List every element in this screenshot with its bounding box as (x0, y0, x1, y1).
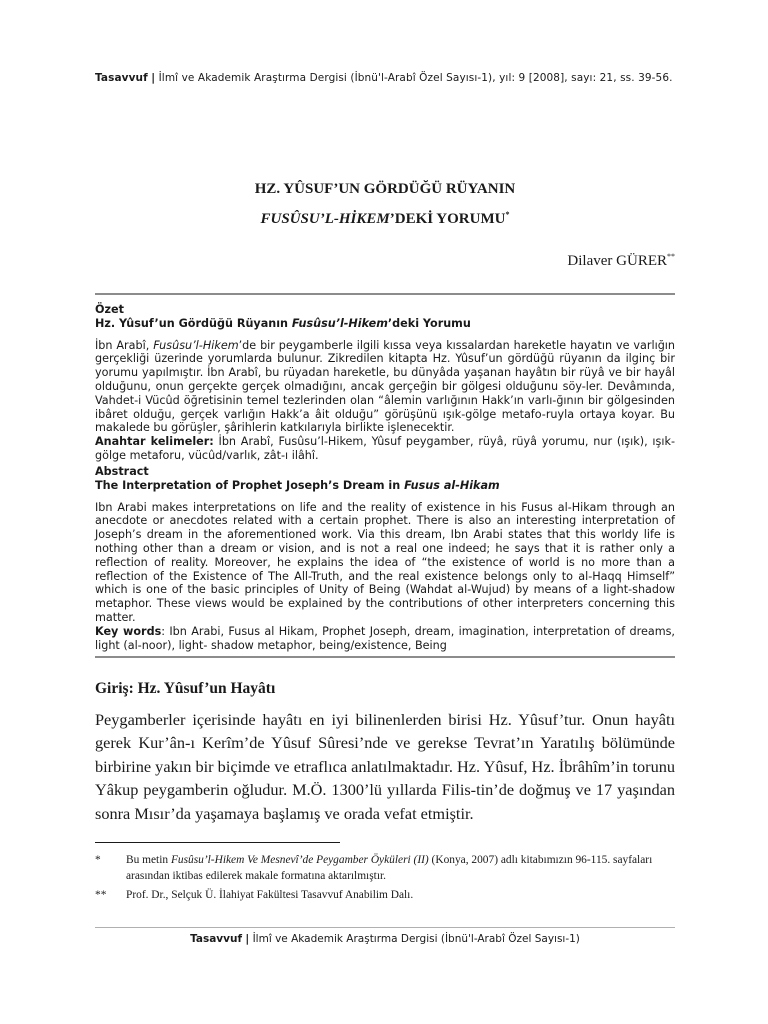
ozet-text-italic: Fusûsu’l-Hikem (153, 338, 239, 352)
running-head (95, 72, 675, 84)
ozet-text-post: ’de bir peygamberle ilgili kıssa veya kıssalardan hareketle hayatın ve varlığın gerçekliği üzerinde yorumlarda bulunur. Zikredilen kitapta Hz. Yûsuf’un gördüğü rüyanın da ilginç bir yorumu yapılmıştır. İbn Arabî, bu rüyadan hareketle, bu dünyâda yaşanan hayâtın bir rüyâ ve bir hayâl olduğunu, onun gerçekte gerçek olmadığını, ancak gerçeğin bir gölgesi olduğunu söy-ler. Devâmında, Vahdet-i Vücûd öğretisinin temel tezlerinden olan “âlemin varlığının Hakk’ın varlı-ğının bir gölgesinden ibâret olduğu, gerçek varlığın Hakk’a âit olduğu” görüşünü ışık-gölge metafo-ruyla ortaya koyar. Bu makalede bu görüşler, şârihlerin katkılarıyla birlikte işlenecektir. (95, 338, 676, 435)
footnote-1 (95, 852, 675, 884)
body-paragraph: Peygamberler içerisinde hayâtı en iyi bilinenlerden birisi Hz. Yûsuf’tur. Onun hayâtı gerek Kur’ân-ı Kerîm’de Yûsuf Sûresi’nde ve gerekse Tevrat’ın Yaratılış bölümünde birbirine yakın bir biçimde ve etraflıca anlatılmaktadır. Hz. Yûsuf, Hz. İbrâhîm’in torunu Yâkup peygamberin oğludur. M.Ö. 1300’lü yıllarda Filis-tin’de doğmuş ve 17 yaşından sonra Mısır’da yaşamaya başlamış ve orada vefat etmiştir. (95, 710, 675, 823)
footnote-1-mark: * (95, 854, 101, 866)
ozet-keywords-label: Anahtar kelimeler: (95, 435, 214, 449)
footer-journal-name: Tasavvuf (190, 933, 243, 945)
ozet-subtitle (95, 317, 675, 331)
ozet-keywords-text: İbn Arabî, Fusûsu’l-Hikem, Yûsuf peygamber, rüyâ, rüyâ yorumu, nur (ışık), ışık-gölge metaforu, vücûd/varlık, zât-ı ilâhî. (95, 435, 675, 462)
footnote-1-pre: Bu metin (126, 854, 171, 866)
abstract-text: Ibn Arabi makes interpretations on life and the reality of existence in his Fusus al-Hikam through an anecdote or anecdotes related with a certain prophet. There is also an interesting interpretation of Joseph’s dream in the aforementioned work. Via this dream, Ibn Arabi states that this worldy life is nothing other than a dream or vision, and is not a real one indeed; he says that it is rather only a reflection of reality. Moreover, he explains the idea of “the existence of world is no more than a reflection of the Existence of The All-Truth, and the real existence belongs only to al-Haqq Himself” which is one of the basic principles of Unity of Being (Wahdat al-Wujud) by means of a light-shadow metaphor. These views would be explained by the contributions of other interpreters concerning this matter. (95, 500, 675, 624)
footnote-rule (95, 842, 340, 843)
footer-rule (95, 927, 675, 928)
abstract-top-rule (95, 293, 675, 295)
abstract-heading: Abstract (95, 465, 149, 478)
ozet-text (95, 339, 675, 436)
citation: İlmî ve Akademik Araştırma Dergisi (İbnü'l-Arabî Özel Sayısı-1), yıl: 9 [2008], sayı: 21, ss. 39-56. (158, 72, 673, 84)
separator: | (151, 72, 156, 84)
footnote-2-text: Prof. Dr., Selçuk Ü. İlahiyat Fakültesi Tasavvuf Anabilim Dalı. (126, 889, 414, 901)
author-footnote-mark: ** (667, 252, 675, 261)
author (567, 252, 675, 270)
abstract-keywords-text: : Ibn Arabi, Fusus al Hikam, Prophet Joseph, dream, imagination, interpretation of dreams, light (al-noor), light- shadow metaphor, being/existence, Being (95, 624, 675, 652)
abstract-bottom-rule (95, 656, 675, 658)
footer-text: İlmî ve Akademik Araştırma Dergisi (İbnü'l-Arabî Özel Sayısı-1) (252, 933, 580, 945)
abstract-keywords-label: Key words (95, 624, 162, 638)
footnote-2 (95, 887, 675, 903)
abstract-subtitle-pre: The Interpretation of Prophet Joseph’s Dream in (95, 478, 405, 492)
abstract-subtitle-italic: Fusus al-Hikam (404, 478, 500, 492)
title-italic: FUSÛSU’L-HİKEM (260, 211, 390, 227)
ozet-subtitle-pre: Hz. Yûsuf’un Gördüğü Rüyanın (95, 316, 292, 330)
section-heading: Giriş: Hz. Yûsuf’un Hayâtı (95, 680, 276, 697)
footnote-1-text (126, 852, 675, 884)
journal-name: Tasavvuf (95, 72, 148, 84)
ozet-subtitle-post: ’deki Yorumu (387, 316, 471, 330)
title-footnote-mark: * (505, 210, 510, 219)
abstract-subtitle (95, 479, 675, 493)
footnote-2-mark: ** (95, 889, 107, 901)
abstract-block (95, 465, 675, 652)
ozet-block (95, 303, 675, 463)
ozet-subtitle-italic: Fusûsu’l-Hikem (291, 316, 388, 330)
ozet-text-pre: İbn Arabî, (95, 338, 154, 352)
footnote-1-post: (Konya, 2007) adlı kitabımızın 96-115. sayfaları arasından iktibas edilerek makale formatına aktarılmıştır. (126, 854, 653, 882)
ozet-heading: Özet (95, 303, 124, 316)
running-foot (95, 933, 675, 945)
article-title (95, 176, 675, 232)
title-line-2 (95, 202, 675, 232)
footer-separator: | (245, 933, 250, 945)
footnote-1-italic: Fusûsu’l-Hikem Ve Mesnevî’de Peygamber Öyküleri (II) (170, 854, 429, 866)
title-line-1: HZ. YÛSUF’UN GÖRDÜĞÜ RÜYANIN (254, 181, 516, 197)
abstract-keywords (95, 625, 675, 653)
title-rest: ’DEKİ YORUMU (389, 211, 506, 227)
ozet-keywords (95, 435, 675, 463)
author-name: Dilaver GÜRER (567, 253, 667, 269)
